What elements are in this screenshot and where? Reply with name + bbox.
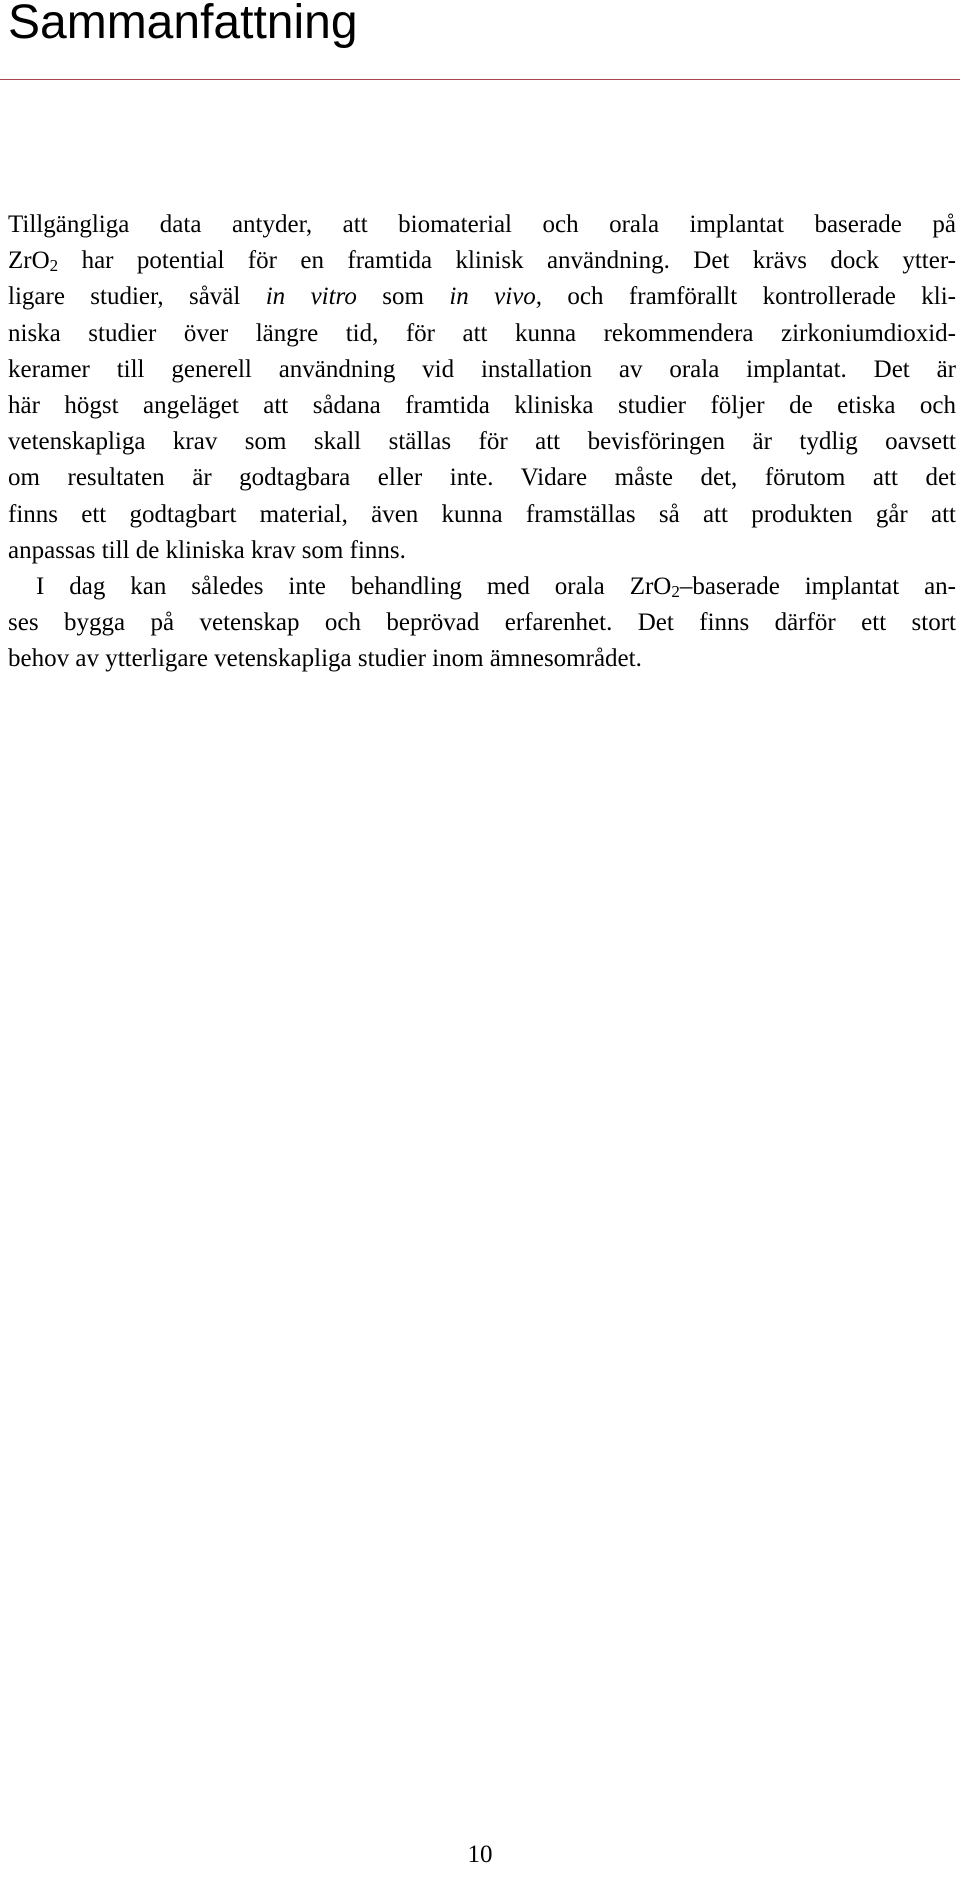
text-line (8, 207, 956, 243)
text-span: har potential för en framtida klinisk användning. Det krävs dock ytter- (58, 247, 956, 275)
text-span: I dag kan således inte behandling med orala ZrO (36, 573, 672, 601)
italic-term: in vivo, (449, 283, 543, 311)
heading-rule (0, 79, 960, 80)
text-span: ZrO (8, 247, 50, 275)
text-span: keramer till generell användning vid installation av orala implantat. Det är (8, 355, 956, 383)
subscript: 2 (671, 582, 680, 602)
text-span: finns ett godtagbart material, även kunna framställas så att produkten går att (8, 500, 956, 528)
text-span: ligare studier, såväl (8, 283, 266, 311)
subscript: 2 (49, 256, 59, 276)
text-span: –baserade implantat an- (679, 573, 956, 601)
text-line (8, 279, 956, 315)
text-line (8, 497, 956, 533)
text-line (8, 316, 956, 352)
section-heading: Sammanfattning (8, 0, 358, 49)
text-line (8, 243, 956, 279)
body-text (8, 207, 956, 678)
text-line (8, 605, 956, 641)
text-line (8, 533, 956, 569)
text-line (8, 424, 956, 460)
text-line (8, 460, 956, 496)
text-span: här högst angeläget att sådana framtida kliniska studier följer de etiska och (8, 392, 956, 420)
text-line (8, 569, 956, 605)
text-span: som (356, 283, 450, 311)
text-span: anpassas till de kliniska krav som finns. (8, 536, 406, 564)
text-span: ses bygga på vetenskap och beprövad erfarenhet. Det finns därför ett stort (8, 609, 956, 637)
page-number: 10 (467, 1841, 493, 1868)
text-span: Tillgängliga data antyder, att biomaterial och orala implantat baserade på (8, 211, 956, 238)
paragraph-1 (8, 207, 956, 569)
paragraph-2 (8, 569, 956, 678)
italic-term: in vitro (265, 283, 357, 311)
text-span: niska studier över längre tid, för att kunna rekommendera zirkoniumdioxid- (8, 319, 956, 347)
text-span: om resultaten är godtagbara eller inte. Vidare måste det, förutom att det (8, 464, 956, 492)
text-span: vetenskapliga krav som skall ställas för att bevisföringen är tydlig oavsett (8, 428, 956, 456)
text-span: och framförallt kontrollerade kli- (542, 283, 956, 311)
text-line (8, 388, 956, 424)
text-span: behov av ytterligare vetenskapliga studier inom ämnesområdet. (8, 645, 642, 673)
text-line (8, 352, 956, 388)
text-line (8, 641, 956, 677)
